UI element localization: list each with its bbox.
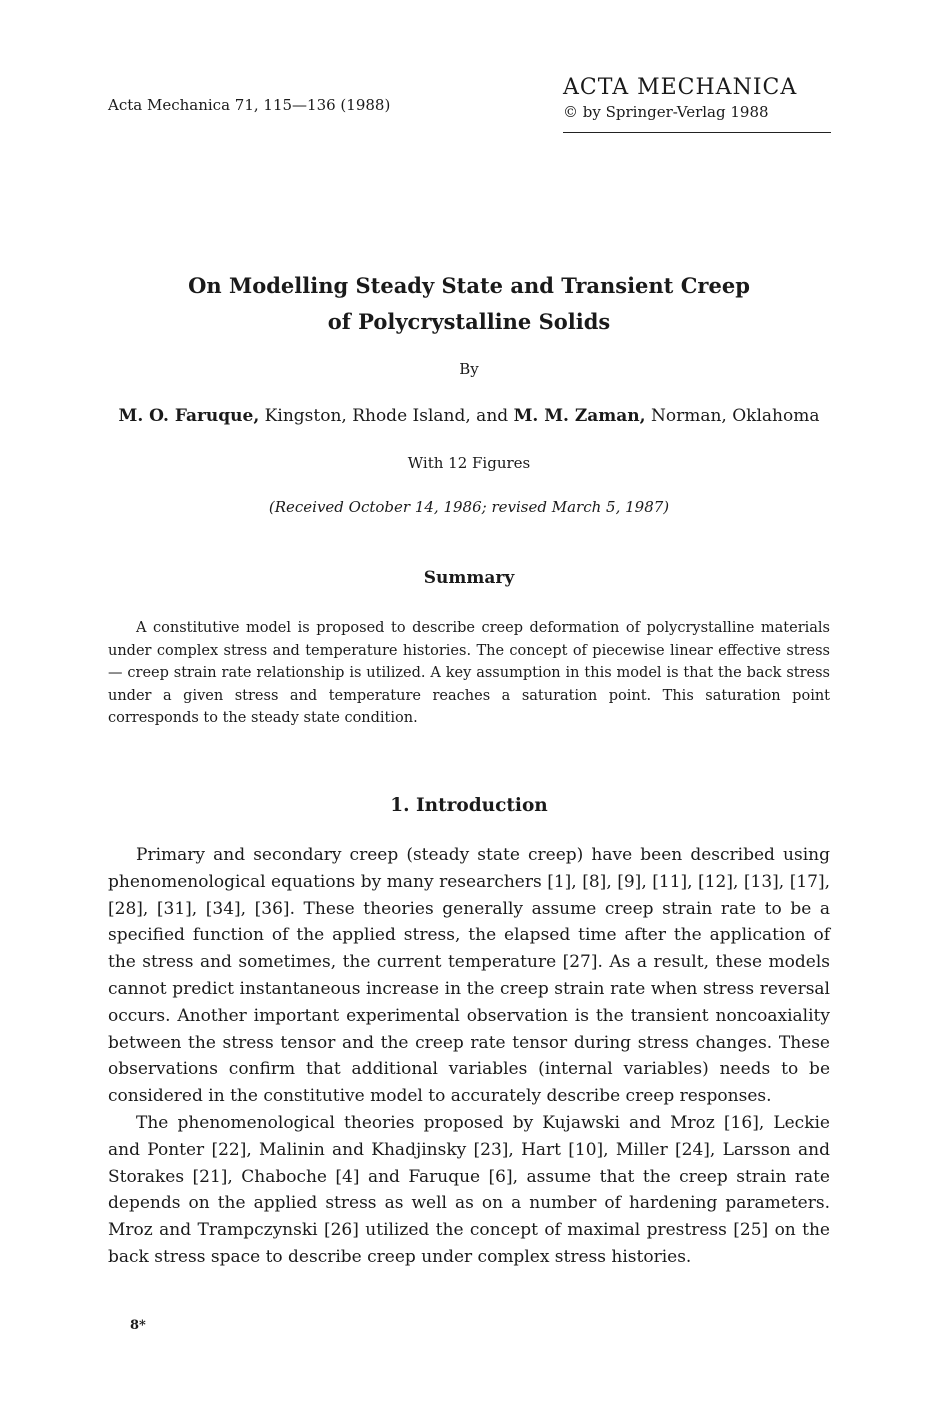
title-line-1: On Modelling Steady State and Transient Creep: [188, 273, 750, 298]
author-1-affiliation: Kingston, Rhode Island, and: [259, 406, 514, 426]
introduction-paragraph-2: The phenomenological theories proposed by Kujawski and Mroz [16], Leckie and Ponter [22], Malinin and Khadjinsky [23], Hart [10], Miller [24], Larsson and Storakes [21], Chaboche [4] and Faruque [6], assume that the creep strain rate depends on the applied stress as well as on a number of hardening parameters. Mroz and Trampczynski [26] utilized the concept of maximal prestress [25] on the back stress space to describe creep under complex stress histories.: [108, 1112, 830, 1267]
introduction-heading: 1. Introduction: [390, 795, 548, 816]
introduction-paragraph-1: Primary and secondary creep (steady state creep) have been described using phenomenological equations by many researchers [1], [8], [9], [11], [12], [13], [17], [28], [31], [34], [36]. These theories generally assume creep strain rate to be a specified function of the applied stress, the elapsed time after the application of the stress and sometimes, the current temperature [27]. As a result, these models cannot predict instantaneous increase in the creep strain rate when stress reversal occurs. Another important experimental observation is the transient noncoaxiality between the stress tensor and the creep rate tensor during stress changes. These observations confirm that additional variables (internal variables) needs to be considered in the constitutive model to accurately describe creep responses.: [108, 845, 830, 1107]
summary-heading: Summary: [423, 568, 515, 588]
received-dates: (Received October 14, 1986; revised March 5, 1987): [268, 498, 670, 516]
author-1-name: M. O. Faruque,: [118, 406, 260, 426]
journal-rule-divider: [563, 132, 831, 133]
figures-note: With 12 Figures: [407, 454, 531, 472]
by-line: By: [459, 360, 479, 378]
introduction-body: [108, 842, 830, 1271]
author-2-affiliation: Norman, Oklahoma: [645, 406, 820, 426]
journal-name: ACTA MECHANICA: [563, 75, 798, 100]
journal-citation: Acta Mechanica 71, 115—136 (1988): [108, 96, 391, 114]
page-signature-mark: 8*: [130, 1318, 146, 1333]
author-2-name: M. M. Zaman,: [513, 406, 646, 426]
copyright-line: © by Springer-Verlag 1988: [563, 103, 769, 121]
authors-line: [108, 406, 830, 426]
journal-block: [563, 74, 831, 133]
title-line-2: of Polycrystalline Solids: [327, 309, 611, 334]
article-title: [108, 268, 830, 340]
summary-text: A constitutive model is proposed to describe creep deformation of polycrystalline materials under complex stress and temperature histories. The concept of piecewise linear effective stress — creep strain rate relationship is utilized. A key assumption in this model is that the back stress under a given stress and temperature reaches a saturation point. This saturation point corresponds to the steady state condition.: [108, 620, 830, 726]
